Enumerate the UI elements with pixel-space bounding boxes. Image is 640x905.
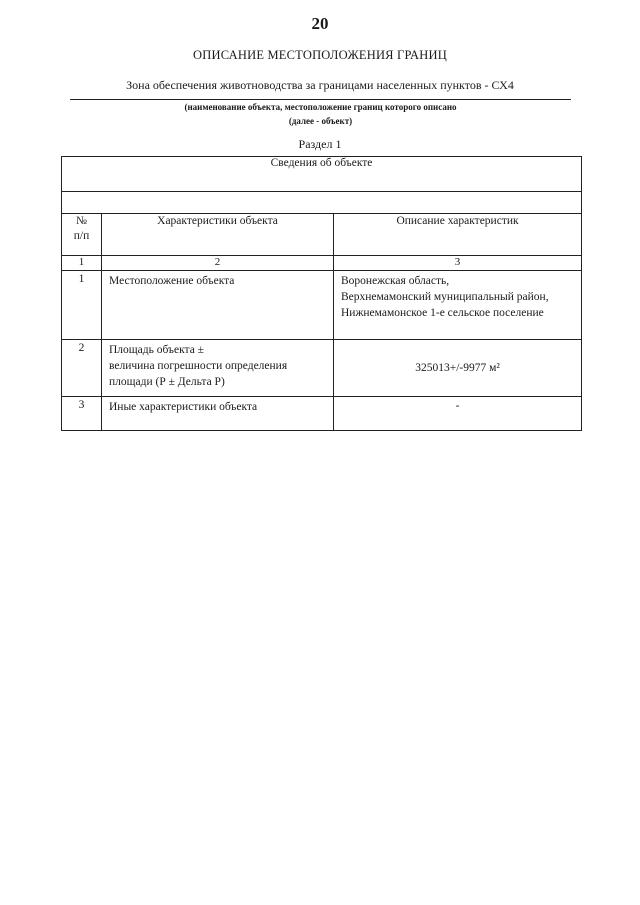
column-index-row (62, 256, 582, 271)
object-caption-line-2: (далее - объект) (288, 116, 353, 126)
characteristic-line: площади (Р ± Дельта Р) (109, 376, 225, 388)
table-empty-row (62, 192, 582, 214)
header-characteristics: Характеристики объекта (102, 214, 334, 256)
object-name: Зона обеспечения животноводства за границами населенных пунктов - СХ4 (126, 78, 514, 92)
description-line: Верхнемамонский муниципальный район, (341, 291, 549, 303)
underline-rule (70, 99, 571, 100)
column-index-2: 2 (102, 256, 334, 271)
row-characteristic: Местоположение объекта (102, 271, 334, 340)
empty-cell (62, 192, 582, 214)
header-num (62, 214, 102, 256)
column-index-3: 3 (334, 256, 582, 271)
table-heading: Сведения об объекте (62, 157, 582, 192)
header-num-line-1: № (76, 215, 87, 227)
header-num-line-2: п/п (73, 230, 90, 242)
row-characteristic (102, 340, 334, 397)
table-row (62, 397, 582, 431)
table-row (62, 271, 582, 340)
document-title: ОПИСАНИЕ МЕСТОПОЛОЖЕНИЯ ГРАНИЦ (193, 48, 447, 62)
header-description: Описание характеристик (334, 214, 582, 256)
characteristic-line: величина погрешности определения (109, 360, 288, 372)
page-number: 20 (311, 14, 329, 33)
characteristic-line: Площадь объекта ± (109, 344, 204, 356)
object-caption-line-1: (наименование объекта, местоположение границ которого описано (184, 102, 457, 112)
description-line: Воронежская область, (341, 275, 450, 287)
section-label: Раздел 1 (298, 137, 342, 151)
row-number: 1 (62, 271, 102, 340)
row-characteristic: Иные характеристики объекта (102, 397, 334, 431)
column-index-1: 1 (62, 256, 102, 271)
object-info-table (61, 156, 582, 431)
row-number: 3 (62, 397, 102, 431)
table-heading-row (62, 157, 582, 192)
column-header-row (62, 214, 582, 256)
row-description: 325013+/-9977 м² (334, 340, 582, 397)
description-line: Нижнемамонское 1-е сельское поселение (341, 307, 544, 319)
row-description: - (334, 397, 582, 431)
table-row (62, 340, 582, 397)
row-number: 2 (62, 340, 102, 397)
row-description (334, 271, 582, 340)
